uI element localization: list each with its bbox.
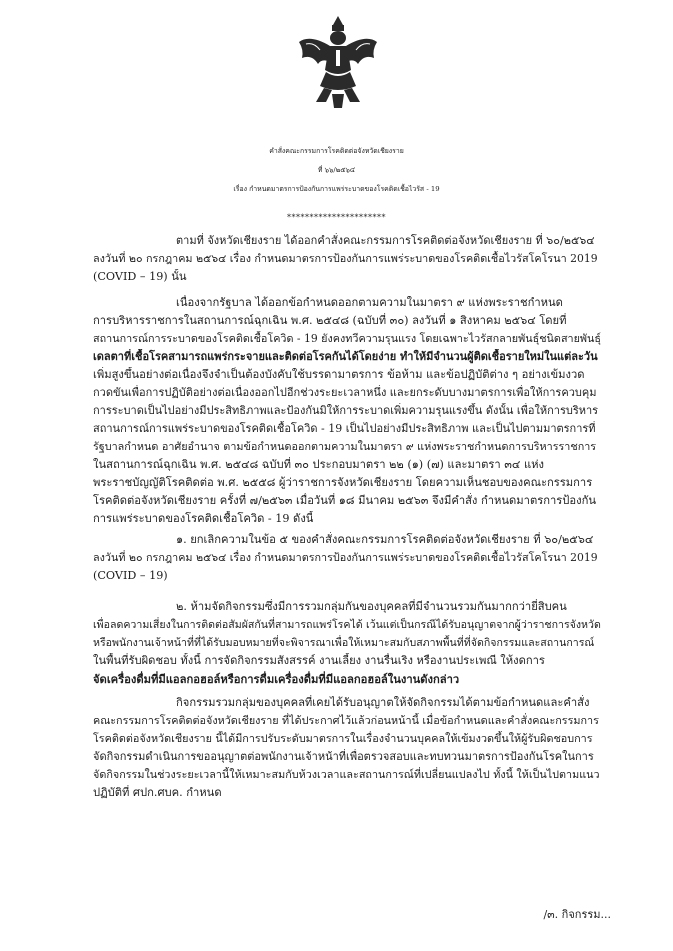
body-line: โรคติดต่อจังหวัดเชียงราย ครั้งที่ ๗/๒๕๖๓ เมื่อวันที่ ๑๘ มีนาคม ๒๕๖๓ จึงมีคำสั่ง กำหนดมาตรการป้องกัน [93, 494, 596, 507]
body-line: ปฏิบัติที่ ศปก.ศบค. กำหนด [93, 786, 222, 799]
body-line: เพื่อลดความเสี่ยงในการติดต่อสัมผัสกันที่สามารถแพร่โรคได้ เว้นแต่เป็นกรณีได้รับอนุญาตจากผู้ว่าราชการจังหวัด [93, 619, 601, 631]
body-line: ตามที่ จังหวัดเชียงราย ได้ออกคำสั่งคณะกรรมการโรคติดต่อจังหวัดเชียงราย ที่ ๖๐/๒๕๖๔ [176, 234, 595, 247]
body-line: กวดขันเพื่อการปฏิบัติอย่างต่อเนื่องออกไปอีกช่วงระยะเวลาหนึ่ง และยกระดับบางมาตรการเพื่อให้การควบคุม [93, 386, 597, 399]
body-line: ในพื้นที่รับผิดชอบ ทั้งนี้ การจัดกิจกรรมสังสรรค์ งานเลี้ยง งานรื่นเริง หรืองานประเพณี ให้งดการ [93, 654, 545, 667]
body-line: เพิ่มสูงขึ้นอย่างต่อเนื่องจึงจำเป็นต้องบังคับใช้บรรดามาตรการ ข้อห้าม และข้อปฏิบัติต่าง ๆ อย่างเข้มงวด [93, 368, 585, 381]
body-line: การบริหารราชการในสถานการณ์ฉุกเฉิน พ.ศ. ๒๕๔๘ (ฉบับที่ ๓๐) ลงวันที่ ๑ สิงหาคม ๒๕๖๔ โดยที่ [93, 314, 567, 327]
body-line: การแพร่ระบาดของโรคติดเชื้อโควิด - 19 ดังนี้ [93, 512, 314, 525]
body-line: ๑. ยกเลิกความในข้อ ๕ ของคำสั่งคณะกรรมการโรคติดต่อจังหวัดเชียงราย ที่ ๖๐/๒๕๖๔ [176, 533, 594, 546]
body-line: จัดกิจกรรมในช่วงระยะเวลานี้ให้เหมาะสมกับห้วงเวลาและสถานการณ์ที่เปลี่ยนแปลงไป ทั้งนี้ ให้เป็นไปตามแนว [93, 768, 600, 781]
body-line: จัดกิจกรรมดำเนินการขออนุญาตต่อพนักงานเจ้าหน้าที่เพื่อตรวจสอบและทบทวนมาตรการป้องกันโรคในการ [93, 750, 594, 763]
order-number: ที่ ๖๖/๒๕๖๔ [317, 166, 356, 174]
body-line: รัฐบาลกำหนด อาศัยอำนาจ ตามข้อกำหนดออกตามความในมาตรา ๙ แห่งพระราชกำหนดการบริหารราชการ [93, 440, 597, 453]
body-line: ๒. ห้ามจัดกิจกรรมซึ่งมีการรวมกลุ่มกันของบุคคลที่มีจำนวนรวมกันมากกว่ายี่สิบคน [176, 600, 567, 613]
body-line: (COVID – 19) นั้น [93, 270, 187, 283]
body-line: พระราชบัญญัติโรคติดต่อ พ.ศ. ๒๕๕๘ ผู้ว่าราชการจังหวัดเชียงราย โดยความเห็นชอบของคณะกรรมการ [93, 476, 593, 489]
body-line: โรคติดต่อจังหวัดเชียงราย นี้ได้มีการปรับระดับมาตรการในเรื่องจำนวนบุคคลให้เข้มงวดขึ้นให้ผู้รับผิดชอบการ [93, 732, 593, 745]
page-continuation: /๓. กิจกรรม... [543, 908, 611, 921]
garuda-emblem [296, 12, 380, 112]
body-line: สถานการณ์การแพร่ระบาดของโรคติดเชื้อโควิด - 19 เป็นไปอย่างมีประสิทธิภาพ และเป็นไปตามมาตรการที่ [93, 422, 596, 435]
order-title: คำสั่งคณะกรรมการโรคติดต่อจังหวัดเชียงราย [269, 147, 404, 155]
body-line: กิจกรรมรวมกลุ่มของบุคคลที่เคยได้รับอนุญาตให้จัดกิจกรรมได้ตามข้อกำหนดและคำสั่ง [176, 696, 590, 709]
body-line: สถานการณ์การระบาดของโรคติดเชื้อโควิด - 19 ยังคงทวีความรุนแรง โดยเฉพาะไวรัสกลายพันธุ์ชนิดสายพันธุ์ [93, 332, 602, 345]
body-line: การระบาดเป็นไปอย่างมีประสิทธิภาพและป้องกันมิให้การระบาดเพิ่มความรุนแรงขึ้น ดังนั้น เพื่อให้การบริหาร [93, 404, 599, 417]
body-line: (COVID – 19) [93, 569, 168, 582]
body-line: จัดเครื่องดื่มที่มีแอลกอฮอล์หรือการดื่มเครื่องดื่มที่มีแอลกอฮอล์ในงานดังกล่าว [93, 672, 460, 686]
order-subject: เรื่อง กำหนดมาตรการป้องกันการแพร่ระบาดของโรคติดเชื้อไวรัส - 19 [233, 185, 440, 193]
body-line: ในสถานการณ์ฉุกเฉิน พ.ศ. ๒๕๔๘ ฉบับที่ ๓๐ ประกอบมาตรา ๒๒ (๑) (๗) และมาตรา ๓๔ แห่ง [93, 458, 544, 471]
body-line: คณะกรรมการโรคติดต่อจังหวัดเชียงราย ที่ได้ประกาศไว้แล้วก่อนหน้านี้ เมื่อข้อกำหนดและคำสั่งคณะกรรมการ [93, 714, 599, 727]
body-line: ลงวันที่ ๒๐ กรกฎาคม ๒๕๖๔ เรื่อง กำหนดมาตรการป้องกันการแพร่ระบาดของโรคติดเชื้อไวรัสโคโรนา 2019 [93, 551, 598, 564]
body-line: หรือพนักงานเจ้าหน้าที่ที่ได้รับมอบหมายที่จะพิจารณาเพื่อให้เหมาะสมกับสภาพพื้นที่ที่จัดกิจกรรมและสถานการณ์ [93, 637, 595, 649]
body-line: เดลตาที่เชื้อโรคสามารถแพร่กระจายและติดต่อโรคกันได้โดยง่าย ทำให้มีจำนวนผู้ติดเชื้อรายใหม่ในแต่ละวัน [93, 350, 598, 363]
separator-stars: ********************** [287, 213, 386, 222]
body-line: ลงวันที่ ๒๐ กรกฎาคม ๒๕๖๔ เรื่อง กำหนดมาตรการป้องกันการแพร่ระบาดของโรคติดเชื้อไวรัสโคโรนา 2019 [93, 252, 598, 265]
body-line: เนื่องจากรัฐบาล ได้ออกข้อกำหนดออกตามความในมาตรา ๙ แห่งพระราชกำหนด [176, 296, 563, 309]
